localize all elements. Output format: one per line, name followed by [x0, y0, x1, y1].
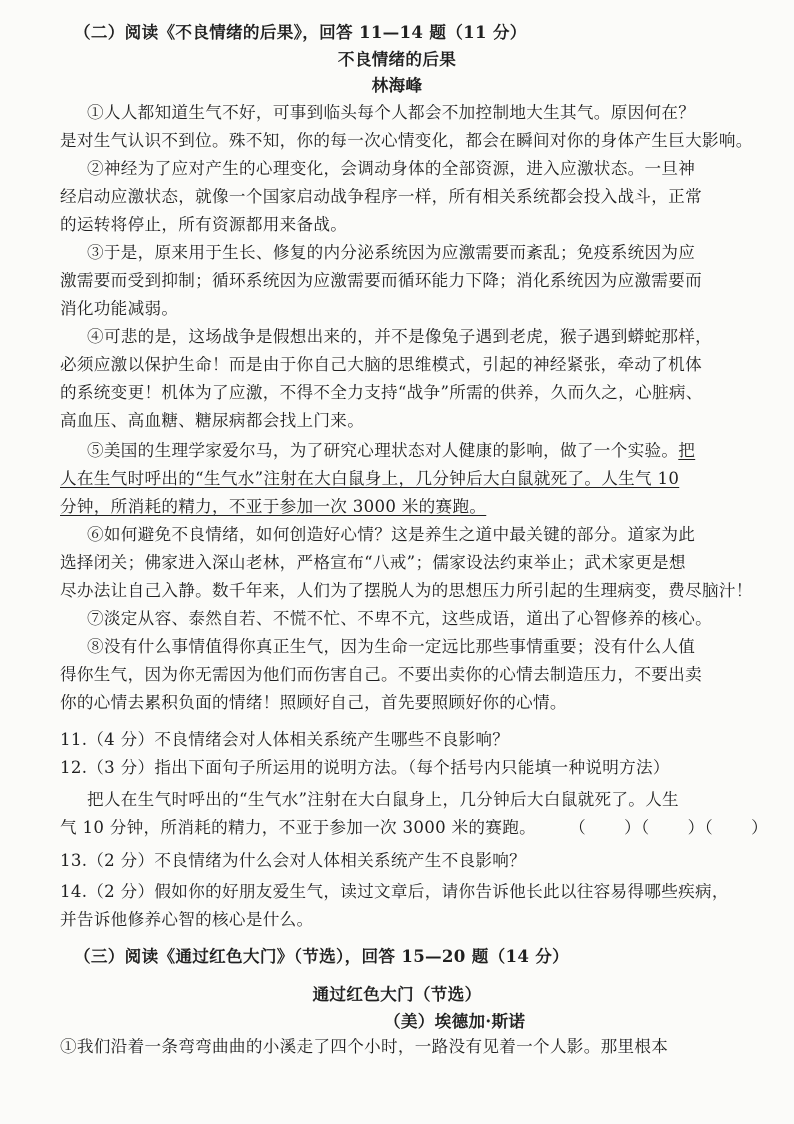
paragraph-line: 经启动应激状态，就像一个国家启动战争程序一样，所有相关系统都会投入战斗，正常	[60, 187, 702, 206]
question-12: 12.（3 分）指出下面句子所运用的说明方法。（每个括号内只能填一种说明方法）	[60, 758, 670, 777]
answer-paren-close: ）	[624, 818, 641, 837]
paragraph-line: 尽办法让自己入静。数千年来，人们为了摆脱人为的思想压力所引起的生理病变，费尽脑汁！	[60, 581, 753, 600]
paragraph-line: ①人人都知道生气不好，可事到临头每个人都会不加控制地大生其气。原因何在？	[87, 103, 696, 122]
paragraph-line: 的运转将停止，所有资源都用来备战。	[60, 215, 348, 234]
paragraph-line: ⑥如何避免不良情绪，如何创造好心情？这是养生之道中最关键的部分。道家为此	[87, 525, 696, 544]
article-title: 通过红色大门（节选）	[312, 984, 482, 1004]
answer-paren-open: （	[640, 818, 650, 837]
article-author: 林海峰	[371, 75, 423, 95]
paragraph-line: 必须应激以保护生命！而是由于你自己大脑的思维模式，引起的神经紧张，牵动了机体	[60, 355, 702, 374]
paragraph-line: ⑧没有什么事情值得你真正生气，因为生命一定远比那些事情重要；没有什么人值	[87, 637, 696, 656]
answer-paren-open: （	[704, 818, 714, 837]
article-title: 不良情绪的后果	[337, 49, 457, 69]
question-11: 11.（4 分）不良情绪会对人体相关系统产生哪些不良影响？	[60, 730, 510, 749]
answer-paren-close: ）	[751, 818, 768, 837]
question-13: 13.（2 分）不良情绪为什么会对人体相关系统产生不良影响？	[60, 851, 527, 870]
answer-paren-open: （	[569, 818, 587, 837]
question-14-cont: 并告诉他修养心智的核心是什么。	[60, 910, 314, 929]
paragraph-line: 得你生气，因为你无需因为他们而伤害自己。不要出卖你的心情去制造压力，不要出卖	[60, 665, 702, 684]
paragraph-text: ⑤美国的生理学家爱尔马，为了研究心理状态对人健康的影响，做了一个实验。	[87, 441, 679, 460]
paragraph-line: 消化功能减弱。	[60, 299, 179, 318]
question-12-quote-text: 气 10 分钟，所消耗的精力，不亚于参加一次 3000 米的赛跑。	[60, 818, 536, 837]
paragraph-line: ①我们沿着一条弯弯曲曲的小溪走了四个小时，一路没有见着一个人影。那里根本	[60, 1037, 669, 1056]
answer-paren-close: ）	[687, 818, 705, 837]
paragraph-line: 选择闭关；佛家进入深山老林，严格宣布“八戒”；儒家设法约束举止；武术家更是想	[60, 553, 686, 572]
paragraph-line: ②神经为了应对产生的心理变化，会调动身体的全部资源，进入应激状态。一旦神	[87, 159, 696, 178]
underlined-line: 人在生气时呼出的“生气水”注射在大白鼠身上，几分钟后大白鼠就死了。人生气 10	[60, 469, 680, 488]
paragraph-line: 的系统变更！机体为了应激，不得不全力支持“战争”所需的供养，久而久之，心脏病、	[60, 383, 703, 402]
underlined-text: 把	[678, 441, 696, 460]
paragraph-line: ④可悲的是，这场战争是假想出来的，并不是像兔子遇到老虎，猴子遇到蟒蛇那样，	[87, 327, 713, 346]
paragraph-line: ③于是，原来用于生长、修复的内分泌系统因为应激需要而紊乱；免疫系统因为应	[87, 243, 696, 262]
paragraph-line: 你的心情去累积负面的情绪！照顾好自己，首先要照顾好你的心情。	[60, 693, 567, 712]
section-heading: （三）阅读《通过红色大门》（节选），回答 15—20 题（14 分）	[74, 946, 570, 966]
question-12-quote	[60, 815, 768, 841]
article-author: （美）埃德加·斯诺	[384, 1011, 526, 1031]
section-heading: （二）阅读《不良情绪的后果》，回答 11—14 题（11 分）	[74, 22, 527, 42]
paragraph-line: 高血压、高血糖、糖尿病都会找上门来。	[60, 411, 365, 430]
paragraph-line: ⑦淡定从容、泰然自若、不慌不忙、不卑不亢，这些成语，道出了心智修养的核心。	[87, 609, 713, 628]
paragraph-line: 激需要而受到抑制；循环系统因为应激需要而循环能力下降；消化系统因为应激需要而	[60, 271, 702, 290]
paragraph-line	[87, 438, 695, 464]
paragraph-line: 是对生气认识不到位。殊不知，你的每一次心情变化，都会在瞬间对你的身体产生巨大影响。	[60, 131, 753, 150]
question-14: 14.（2 分）假如你的好朋友爱生气，读过文章后，请你告诉他长此以往容易得哪些疾病，	[60, 882, 729, 901]
underlined-line: 分钟，所消耗的精力，不亚于参加一次 3000 米的赛跑。	[60, 497, 487, 516]
question-12-quote: 把人在生气时呼出的“生气水”注射在大白鼠身上，几分钟后大白鼠就死了。人生	[87, 790, 679, 809]
